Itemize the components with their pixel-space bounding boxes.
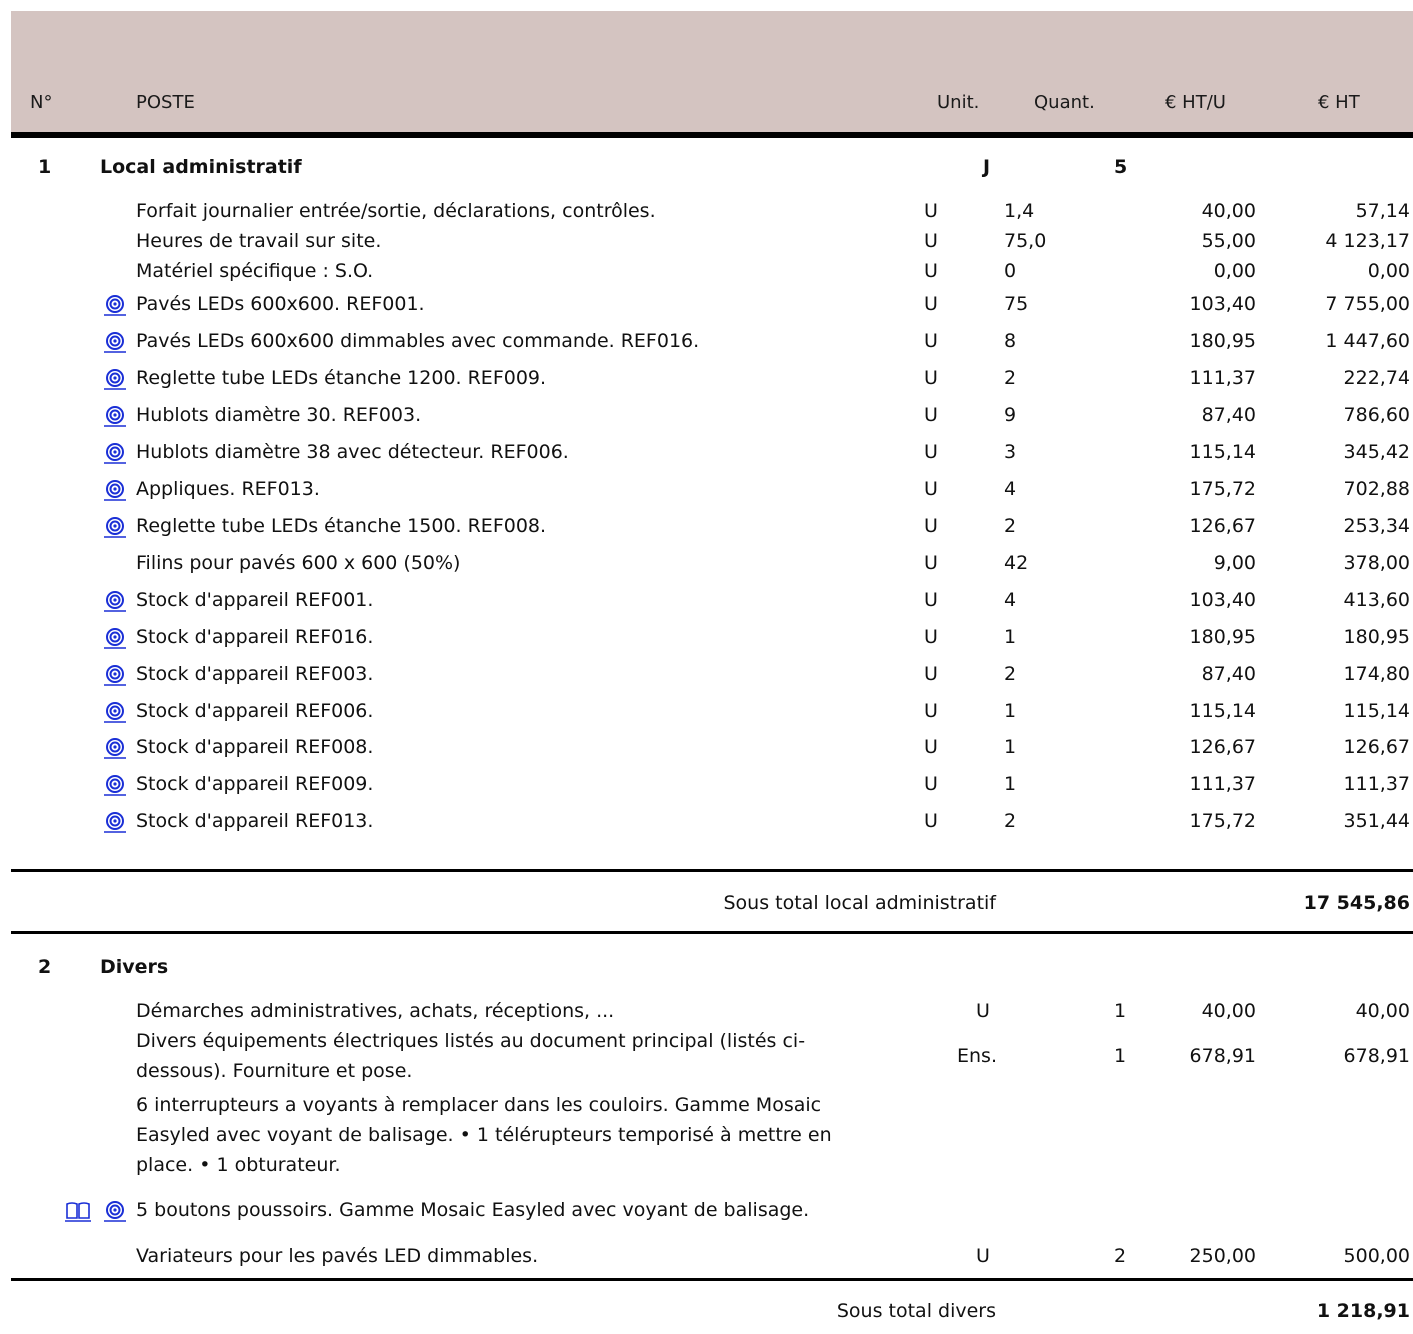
target-icon[interactable] [104,811,126,833]
item-unit: U [924,441,938,463]
item-note-line3: place. • 1 obturateur. [136,1154,341,1176]
item-total: 413,60 [1343,589,1410,611]
item-total: 4 123,17 [1325,230,1410,252]
target-icon[interactable] [104,294,126,316]
target-icon[interactable] [104,331,126,353]
item-quant: 2 [1004,810,1017,832]
item-label: Stock d'appareil REF013. [136,810,374,832]
item-quant: 8 [1004,330,1017,352]
header-num: N° [30,92,53,113]
item-quant: 75,0 [1004,230,1047,252]
section-1-unit: J [983,156,991,178]
item-quant: 75 [1004,293,1029,315]
item-price: 180,95 [1189,626,1256,648]
target-icon[interactable] [104,516,126,538]
header-ht-u: € HT/U [1165,92,1226,113]
target-icon[interactable] [104,774,126,796]
target-icon[interactable] [104,664,126,686]
item-label: Stock d'appareil REF008. [136,736,374,758]
item-unit: U [924,736,938,758]
item-total: 345,42 [1343,441,1410,463]
item-label: Reglette tube LEDs étanche 1200. REF009. [136,367,547,389]
item-label: Pavés LEDs 600x600. REF001. [136,293,425,315]
list-item: Démarches administratives, achats, réceptions, ... [136,1000,615,1022]
item-label-line2: dessous). Fourniture et pose. [136,1060,413,1082]
target-icon[interactable] [104,479,126,501]
item-price: 103,40 [1189,589,1256,611]
item-total: 222,74 [1343,367,1410,389]
item-total: 0,00 [1367,260,1410,282]
item-price: 111,37 [1189,367,1256,389]
item-price: 115,14 [1189,441,1256,463]
section-2-title: Divers [100,956,169,978]
item-price: 111,37 [1189,773,1256,795]
section-2-rule [11,931,1413,934]
item-label: Heures de travail sur site. [136,230,382,252]
item-quant: 9 [1004,404,1017,426]
section-2-num: 2 [38,956,52,978]
item-quant: 2 [1004,515,1017,537]
item-total: 702,88 [1343,478,1410,500]
item-total: 678,91 [1343,1045,1410,1067]
item-quant: 1 [1004,700,1017,722]
item-unit: U [924,404,938,426]
item-quant: 1,4 [1004,200,1035,222]
item-price: 115,14 [1189,700,1256,722]
item-total: 180,95 [1343,626,1410,648]
item-quant: 2 [1004,663,1017,685]
item-label: Stock d'appareil REF016. [136,626,374,648]
header-band [11,11,1413,132]
item-total: 111,37 [1343,773,1410,795]
target-icon[interactable] [104,405,126,427]
item-note-line2: Easyled avec voyant de balisage. • 1 télérupteurs temporisé à mettre en [136,1124,832,1146]
item-label: Hublots diamètre 30. REF003. [136,404,422,426]
item-label: Stock d'appareil REF003. [136,663,374,685]
item-quant: 42 [1004,552,1029,574]
item-total: 378,00 [1343,552,1410,574]
list-item: Variateurs pour les pavés LED dimmables. [136,1245,539,1267]
item-unit: U [924,200,938,222]
item-total: 115,14 [1343,700,1410,722]
target-icon[interactable] [104,442,126,464]
item-price: 55,00 [1201,230,1256,252]
list-item: 5 boutons poussoirs. Gamme Mosaic Easyled avec voyant de balisage. [136,1199,810,1221]
item-quant: 4 [1004,478,1017,500]
item-price: 250,00 [1189,1245,1256,1267]
item-label: Hublots diamètre 38 avec détecteur. REF006. [136,441,569,463]
header-ht: € HT [1318,92,1360,113]
item-price: 126,67 [1189,736,1256,758]
item-unit: U [924,478,938,500]
item-total: 351,44 [1343,810,1410,832]
target-icon[interactable] [104,590,126,612]
item-unit: U [924,626,938,648]
section-1-subtotal-label: Sous total local administratif [723,892,996,914]
item-price: 40,00 [1201,200,1256,222]
item-label: Forfait journalier entrée/sortie, déclarations, contrôles. [136,200,656,222]
item-unit: U [924,330,938,352]
item-quant: 1 [1114,1045,1127,1067]
item-unit: U [924,230,938,252]
section-2-subtotal-rule [11,1278,1413,1281]
header-unit: Unit. [937,92,980,113]
item-total: 40,00 [1355,1000,1410,1022]
item-quant: 2 [1114,1245,1127,1267]
item-price: 103,40 [1189,293,1256,315]
item-unit: U [924,552,938,574]
item-quant: 1 [1114,1000,1127,1022]
item-quant: 2 [1004,367,1017,389]
item-quant: 1 [1004,773,1017,795]
header-poste: POSTE [136,92,195,113]
item-price: 175,72 [1189,478,1256,500]
item-quant: 4 [1004,589,1017,611]
item-quant: 1 [1004,626,1017,648]
item-price: 0,00 [1213,260,1256,282]
item-total: 500,00 [1343,1245,1410,1267]
item-total: 786,60 [1343,404,1410,426]
item-price: 87,40 [1201,663,1256,685]
item-unit: U [924,773,938,795]
section-1-num: 1 [38,156,52,178]
item-label: Matériel spécifique : S.O. [136,260,374,282]
item-unit: U [976,1000,990,1022]
item-label: Stock d'appareil REF001. [136,589,374,611]
item-unit: U [924,515,938,537]
section-1-title: Local administratif [100,156,302,178]
item-unit: U [924,663,938,685]
item-total: 1 447,60 [1325,330,1410,352]
item-unit: U [924,260,938,282]
item-price: 126,67 [1189,515,1256,537]
item-price: 9,00 [1213,552,1256,574]
item-unit: U [924,700,938,722]
item-price: 40,00 [1201,1000,1256,1022]
item-unit: Ens. [957,1045,997,1067]
section-1-quant: 5 [1114,156,1128,178]
section-1-subtotal-rule [11,869,1413,872]
item-unit: U [924,367,938,389]
target-icon[interactable] [104,627,126,649]
target-icon[interactable] [104,1200,126,1222]
item-unit: U [924,810,938,832]
item-quant: 1 [1004,736,1017,758]
item-label: Stock d'appareil REF006. [136,700,374,722]
item-quant: 0 [1004,260,1017,282]
section-2-subtotal-value: 1 218,91 [1316,1300,1410,1322]
item-label: Appliques. REF013. [136,478,320,500]
target-icon[interactable] [104,737,126,759]
item-unit: U [924,589,938,611]
item-unit: U [976,1245,990,1267]
item-total: 126,67 [1343,736,1410,758]
target-icon[interactable] [104,368,126,390]
item-total: 253,34 [1343,515,1410,537]
item-label: Pavés LEDs 600x600 dimmables avec commande. REF016. [136,330,700,352]
target-icon[interactable] [104,701,126,723]
item-label: Stock d'appareil REF009. [136,773,374,795]
item-label: Reglette tube LEDs étanche 1500. REF008. [136,515,547,537]
book-icon[interactable] [64,1200,92,1222]
item-price: 175,72 [1189,810,1256,832]
section-1-subtotal-value: 17 545,86 [1303,892,1410,914]
item-price: 678,91 [1189,1045,1256,1067]
item-total: 57,14 [1355,200,1410,222]
header-quant: Quant. [1034,92,1095,113]
item-label-line1: Divers équipements électriques listés au document principal (listés ci- [136,1030,806,1052]
section-2-subtotal-label: Sous total divers [836,1300,996,1322]
item-total: 7 755,00 [1325,293,1410,315]
item-price: 180,95 [1189,330,1256,352]
item-note-line1: 6 interrupteurs a voyants à remplacer dans les couloirs. Gamme Mosaic [136,1094,822,1116]
header-rule [11,132,1413,138]
item-unit: U [924,293,938,315]
item-label: Filins pour pavés 600 x 600 (50%) [136,552,461,574]
item-quant: 3 [1004,441,1017,463]
item-price: 87,40 [1201,404,1256,426]
item-total: 174,80 [1343,663,1410,685]
